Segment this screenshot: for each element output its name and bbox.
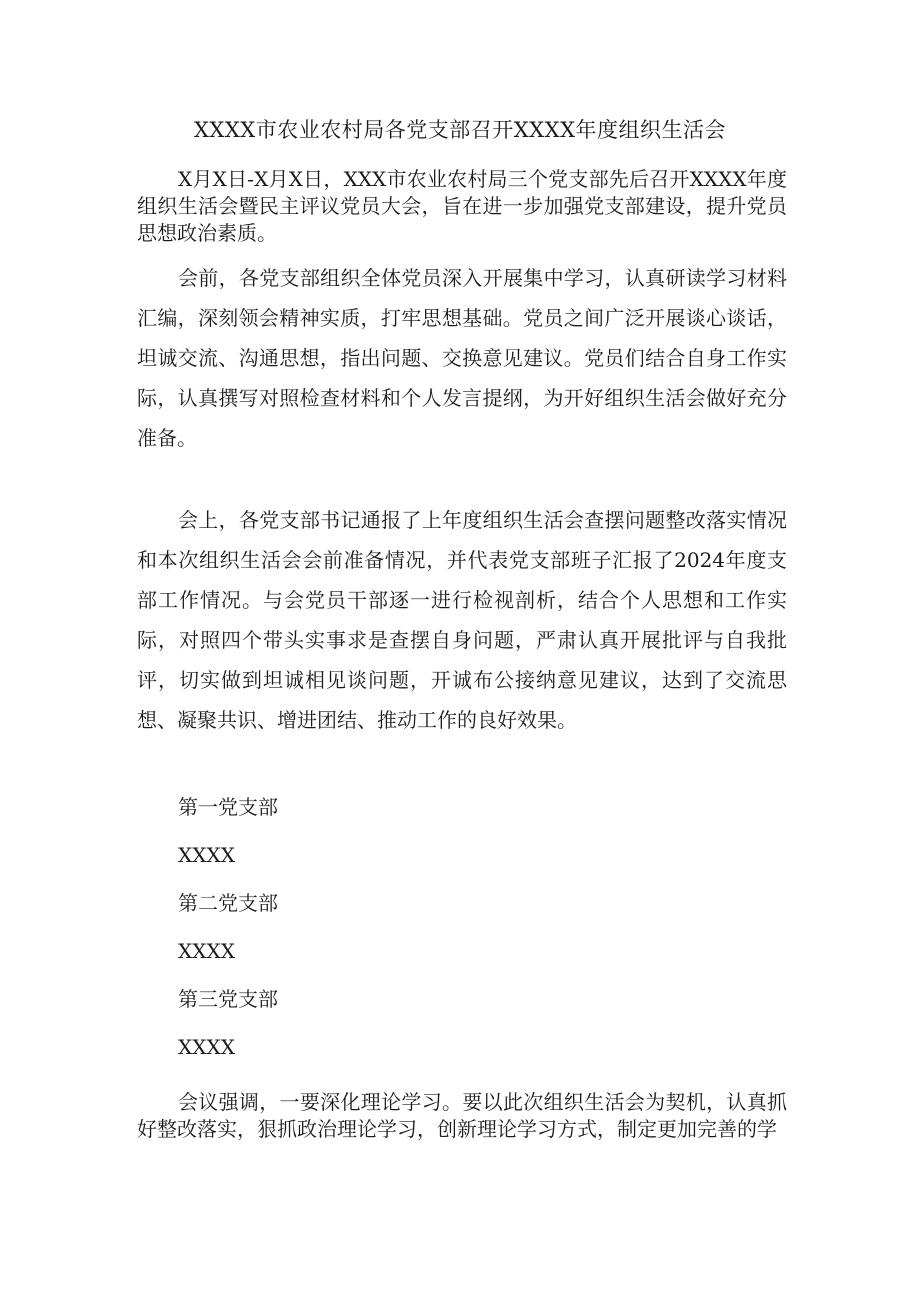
branch-name-1: 第一党支部 bbox=[178, 795, 278, 819]
paragraph-emphasis: 会议强调，一要深化理论学习。要以此次组织生活会为契机，认真抓好整改落实，狠抓政治理论学习，创新理论学习方式，制定更加完善的学 bbox=[137, 1090, 787, 1141]
branch-content-2: XXXX bbox=[178, 939, 235, 963]
paragraph-intro: X月X日-X月X日，XXX市农业农村局三个党支部先后召开XXXX年度组织生活会暨民主评议党员大会，旨在进一步加强党支部建设，提升党员思想政治素质。 bbox=[137, 167, 787, 245]
branch-name-2: 第二党支部 bbox=[178, 891, 278, 915]
document-title: XXXX市农业农村局各党支部召开XXXX年度组织生活会 bbox=[193, 118, 727, 142]
branch-name-3: 第三党支部 bbox=[178, 987, 278, 1011]
branch-content-1: XXXX bbox=[178, 843, 235, 867]
paragraph-during-meeting: 会上，各党支部书记通报了上年度组织生活会查摆问题整改落实情况和本次组织生活会会前准备情况，并代表党支部班子汇报了2024年度支部工作情况。与会党员干部逐一进行检视剖析，结合个人思想和工作实际，对照四个带头实事求是查摆自身问题，严肃认真开展批评与自我批评，切实做到坦诚相见谈问题，开诚布公接纳意见建议，达到了交流思想、凝聚共识、增进团结、推动工作的良好效果。 bbox=[137, 508, 787, 732]
paragraph-before-meeting: 会前，各党支部组织全体党员深入开展集中学习，认真研读学习材料汇编，深刻领会精神实质，打牢思想基础。党员之间广泛开展谈心谈话，坦诚交流、沟通思想，指出问题、交换意见建议。党员们结合自身工作实际，认真撰写对照检查材料和个人发言提纲，为开好组织生活会做好充分准备。 bbox=[137, 266, 787, 450]
branch-content-3: XXXX bbox=[178, 1035, 235, 1059]
